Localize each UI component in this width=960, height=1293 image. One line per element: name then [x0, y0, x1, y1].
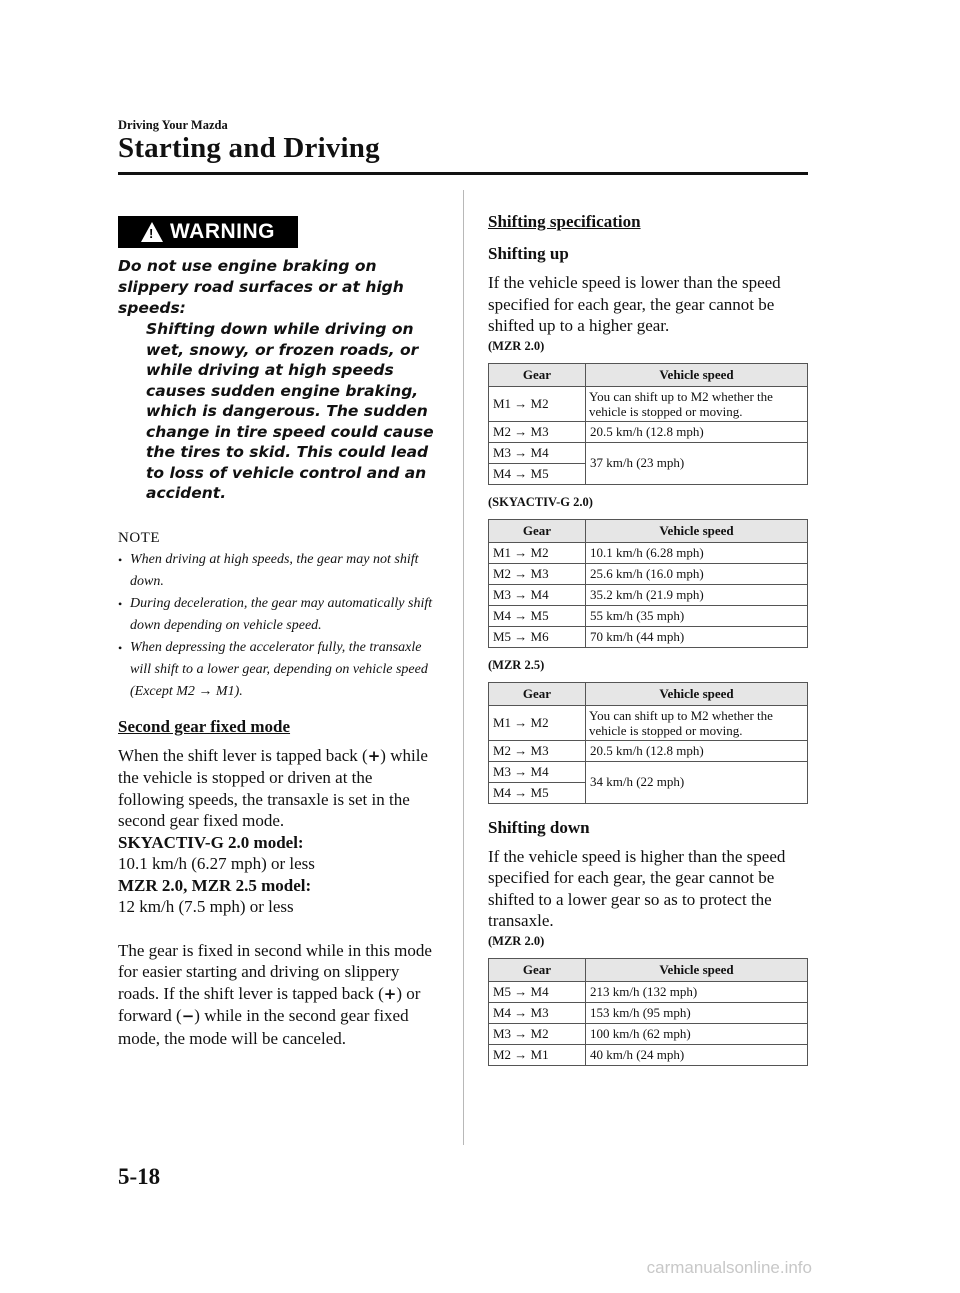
speed-cell: 100 km/h (62 mph)	[586, 1023, 808, 1044]
gear-cell: M4 → M5	[489, 782, 586, 803]
gear-cell: M3 → M4	[489, 442, 586, 463]
gear-cell: M3 → M2	[489, 1023, 586, 1044]
gear-cell: M2 → M3	[489, 740, 586, 761]
speed-cell: 10.1 km/h (6.28 mph)	[586, 542, 808, 563]
gear-cell: M1 → M2	[489, 705, 586, 740]
column-divider	[463, 190, 464, 1145]
speed-cell: 55 km/h (35 mph)	[586, 605, 808, 626]
section-label: Driving Your Mazda	[118, 118, 228, 132]
gear-cell: M1 → M2	[489, 386, 586, 421]
shifting-up-title: Shifting up	[488, 244, 569, 263]
shifting-up-text: If the vehicle speed is lower than the speed specified for each gear, the gear cannot be shifted up to a higher gear.	[488, 273, 781, 335]
col-header: Gear	[489, 958, 586, 981]
gear-table-up-mzr20	[488, 363, 808, 485]
speed-cell: 70 km/h (44 mph)	[586, 626, 808, 647]
note-label: NOTE	[118, 529, 160, 546]
speed-cell: 153 km/h (95 mph)	[586, 1002, 808, 1023]
minus-icon: −	[181, 1007, 195, 1025]
gear-cell: M5 → M6	[489, 626, 586, 647]
speed-cell: 25.6 km/h (16.0 mph)	[586, 563, 808, 584]
shifting-down-title: Shifting down	[488, 817, 590, 837]
warning-body: Shifting down while driving on wet, snowy, or frozen roads, or while driving at high speeds causes sudden engine braking, which is dangerous. The sudden change in tire speed could cause the tires to skid. This could lead to loss of vehicle control and an accident.	[146, 320, 434, 502]
col-header: Vehicle speed	[586, 363, 808, 386]
col-header: Vehicle speed	[586, 958, 808, 981]
second-gear-paragraph	[118, 940, 438, 1050]
gear-cell: M1 → M2	[489, 542, 586, 563]
text: ) while in the second gear fixed mode, the mode will be canceled.	[118, 1006, 409, 1048]
gear-cell: M4 → M5	[489, 463, 586, 484]
text: ) or forward (	[118, 983, 421, 1025]
gear-table-up-mzr25	[488, 682, 808, 804]
text: The gear is fixed in second while in this mode for easier starting and driving on slippery roads. If the shift lever is tapped back (	[118, 940, 432, 1003]
warning-label: WARNING	[170, 220, 275, 243]
variant-label: (MZR 2.5)	[488, 657, 545, 672]
plus-icon: +	[367, 746, 381, 765]
variant-label: (MZR 2.0)	[488, 338, 545, 353]
note-item: • When driving at high speeds, the gear may not shift down.	[118, 549, 438, 593]
col-header: Vehicle speed	[586, 682, 808, 705]
gear-cell: M2 → M3	[489, 563, 586, 584]
shifting-down-text: If the vehicle speed is higher than the speed specified for each gear, the gear cannot be shifted to a lower gear so as to protect the transaxle.	[488, 846, 786, 930]
gear-table-up-sky20	[488, 519, 808, 648]
right-column	[488, 212, 810, 1066]
model-label: SKYACTIV-G 2.0 model:	[118, 832, 304, 852]
second-gear-paragraph	[118, 745, 438, 832]
col-header: Gear	[489, 519, 586, 542]
warning-badge	[118, 216, 298, 248]
gear-cell: M5 → M4	[489, 981, 586, 1002]
speed-cell: 35.2 km/h (21.9 mph)	[586, 584, 808, 605]
speed-cell: 37 km/h (23 mph)	[586, 442, 808, 484]
gear-cell: M3 → M4	[489, 584, 586, 605]
variant-label: (MZR 2.0)	[488, 933, 545, 948]
variant-label: (SKYACTIV-G 2.0)	[488, 494, 593, 509]
text: When the shift lever is tapped back (	[118, 745, 368, 765]
gear-table-down-mzr20	[488, 958, 808, 1066]
model-value: 10.1 km/h (6.27 mph) or less	[118, 854, 315, 873]
left-column	[118, 190, 438, 1049]
note-item: • When depressing the accelerator fully, the transaxle will shift to a lower gear, depending on vehicle speed (Except M2 → M1).	[118, 637, 438, 703]
gear-cell: M4 → M3	[489, 1002, 586, 1023]
speed-cell: 40 km/h (24 mph)	[586, 1044, 808, 1065]
speed-cell: You can shift up to M2 whether the vehicle is stopped or moving.	[586, 705, 808, 740]
warning-heading: Do not use engine braking on slippery road surfaces or at high speeds:	[118, 257, 404, 317]
second-gear-title: Second gear fixed mode	[118, 716, 291, 736]
speed-cell: 20.5 km/h (12.8 mph)	[586, 421, 808, 442]
col-header: Vehicle speed	[586, 519, 808, 542]
text: ) while the vehicle is stopped or driven at the following speeds, the transaxle is set in the second gear fixed mode.	[118, 745, 428, 830]
speed-cell: You can shift up to M2 whether the vehicle is stopped or moving.	[586, 386, 808, 421]
plus-icon: +	[383, 984, 397, 1003]
footer-watermark[interactable]: carmanualsonline.info	[646, 1258, 812, 1277]
gear-cell: M2 → M3	[489, 421, 586, 442]
gear-cell: M4 → M5	[489, 605, 586, 626]
model-value: 12 km/h (7.5 mph) or less	[118, 897, 294, 916]
header-rule	[118, 172, 808, 175]
gear-cell: M2 → M1	[489, 1044, 586, 1065]
note-list	[118, 549, 438, 703]
col-header: Gear	[489, 363, 586, 386]
col-header: Gear	[489, 682, 586, 705]
model-label: MZR 2.0, MZR 2.5 model:	[118, 875, 312, 895]
speed-cell: 34 km/h (22 mph)	[586, 761, 808, 803]
page-number: 5-18	[118, 1164, 161, 1189]
speed-cell: 20.5 km/h (12.8 mph)	[586, 740, 808, 761]
gear-cell: M3 → M4	[489, 761, 586, 782]
speed-cell: 213 km/h (132 mph)	[586, 981, 808, 1002]
warning-icon: !	[141, 222, 163, 242]
note-item: • During deceleration, the gear may automatically shift down depending on vehicle speed.	[118, 593, 438, 637]
shifting-spec-title: Shifting specification	[488, 212, 641, 231]
page-title: Starting and Driving	[118, 132, 380, 164]
